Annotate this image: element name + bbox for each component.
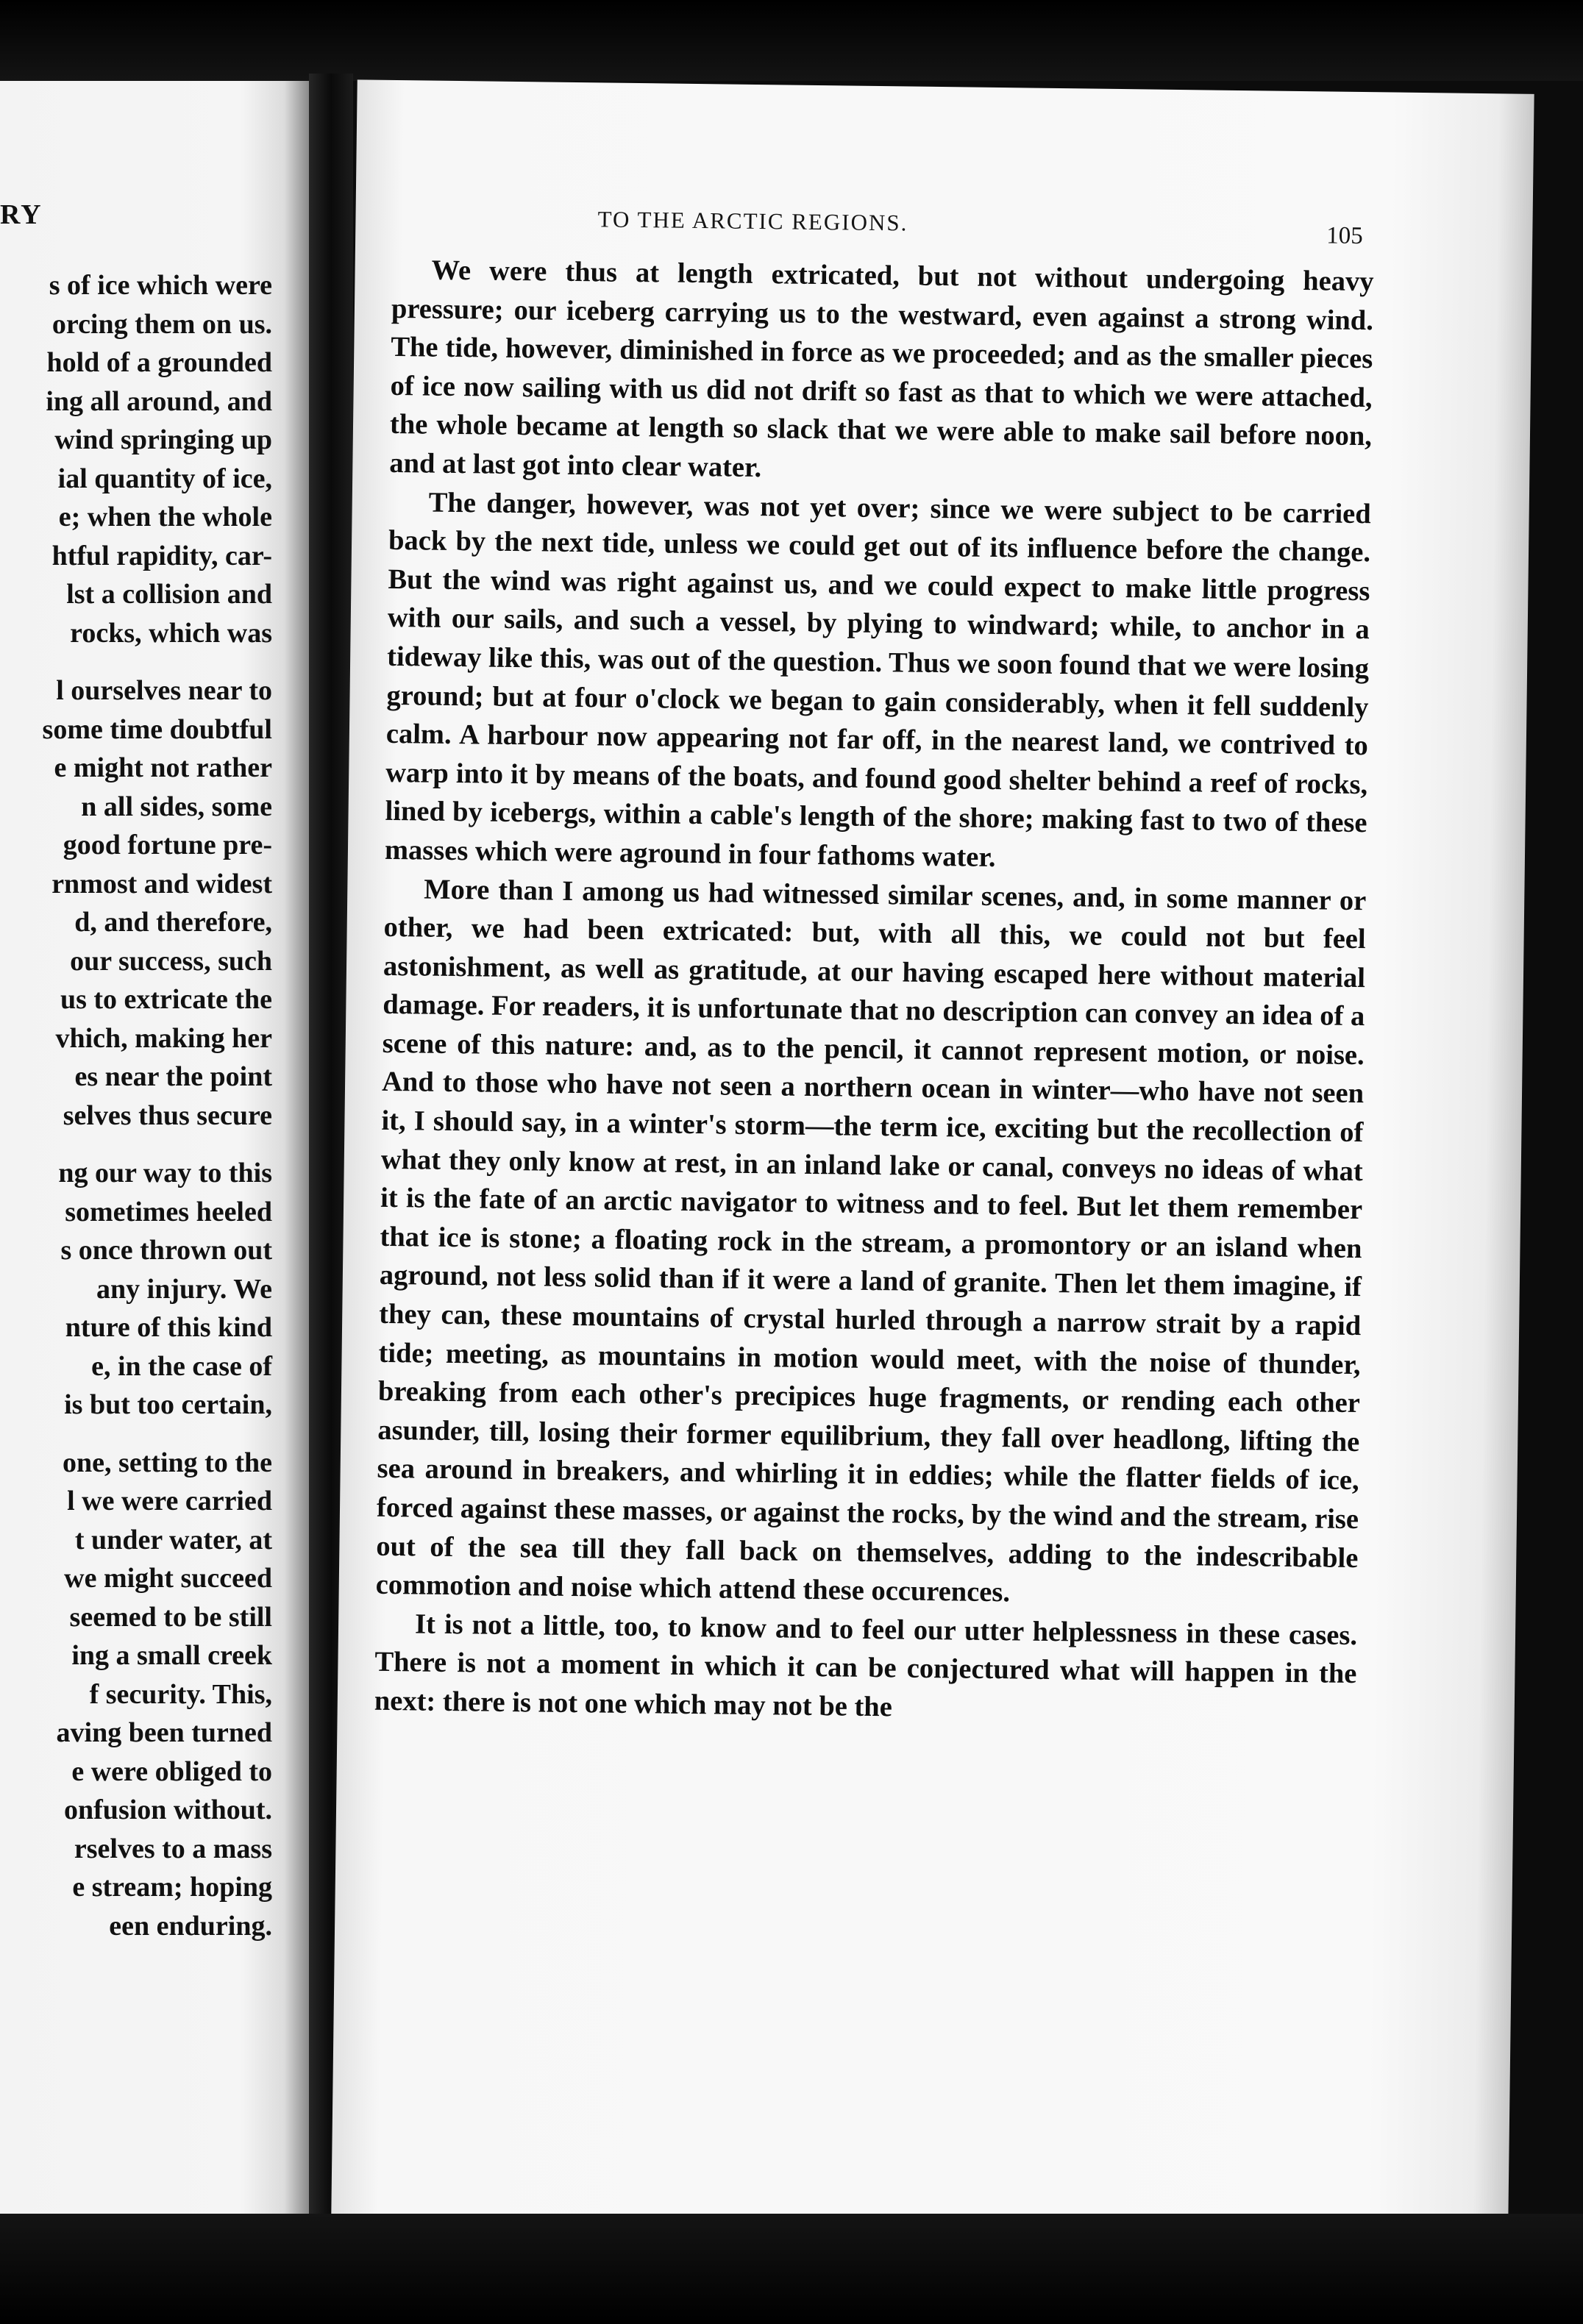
left-page-line: hold of a grounded <box>46 347 272 378</box>
body-text <box>374 251 1374 1733</box>
left-page-line: seemed to be still <box>69 1601 272 1633</box>
left-page-line: e were obliged to <box>71 1756 272 1787</box>
left-page-line: e might not rather <box>54 752 272 783</box>
left-page <box>0 81 309 2214</box>
left-page-line: vhich, making her <box>55 1022 272 1054</box>
left-page-blank-line <box>0 1135 272 1154</box>
left-page-line: good fortune pre- <box>63 830 272 860</box>
left-page-line: any injury. We <box>96 1273 272 1305</box>
left-page-line: l we were carried <box>67 1486 272 1516</box>
left-page-line: n all sides, some <box>81 791 272 822</box>
left-page-line: htful rapidity, car- <box>51 540 272 571</box>
left-page-line: one, setting to the <box>63 1447 272 1478</box>
left-page-line: t under water, at <box>74 1524 272 1555</box>
paragraph: It is not a little, too, to know and to feel our utter helplessness in these cases. There is not a moment in which it can be conjectured what will happen in the next: there is not one which may not be the <box>374 1608 1358 1723</box>
left-page-line: rocks, which was <box>70 617 272 649</box>
paragraph: We were thus at length extricated, but not without undergoing heavy pressure; our iceberg carrying us to the westward, even against a strong wind. The tide, however, diminished in force as we proceeded; and as the smaller pieces of ice now sailing with us did not drift so fast as that to which we were attached, the whole became at length so slack that we were able to make sail before noon, and at last got into clear water. <box>389 254 1374 484</box>
left-page-line: l ourselves near to <box>56 675 272 706</box>
left-page-line: lst a collision and <box>66 579 272 610</box>
paragraph: More than I among us had witnessed similar scenes, and, in some manner or other, we had been extricated: but, with all this, we could not but feel astonishment, as well as gratitude, at our having escaped here without material damage. For readers, it is unfortunate that no description can convey an idea of a scene of this nature: and, as to the pencil, it cannot represent motion, or noise. And to those who have not seen a northern ocean in winter—who have not seen it, I should say, in a winter's storm—the term ice, exciting but the recollection of what they only know at rest, in an inland lake or canal, conveys no ideas of what it is the fate of an arctic navigator to witness and to feel. But let them remember that ice is stone; a floating rock in the stream, a promontory or an island when aground, not less solid than if it were a land of granite. Then let them imagine, if they can, these mountains of crystal hurled through a narrow strait by a rapid tide; meeting, as mountains in motion would meet, with the noise of thunder, breaking from each other's precipices huge fragments, or rending each other asunder, till, losing their former equilibrium, they fall over headlong, lifting the sea around in breakers, and whirling it in eddies; while the flatter fields of ice, forced against these masses, or against the rocks, by the wind and the stream, rise out of the sea till they fall back on themselves, adding to the indescribable commotion and noise which attend these occurences. <box>375 874 1367 1608</box>
left-page-line: ing a small creek <box>71 1640 272 1671</box>
left-page-line: es near the point <box>74 1061 272 1092</box>
left-page-line: e, in the case of <box>91 1350 272 1382</box>
paragraph: The danger, however, was not yet over; since we were subject to be carried back by the next tide, unless we could get out of its influence before the change. But the wind was right against us, and we could expect to make little progress with our sails, and such a vessel, by plying to windward; while, to anchor in a tideway like this, was out of the question. Thus we soon found that we were losing ground; but at four o'clock we began to gain considerably, when it fell suddenly calm. A harbour now appearing not far off, in the nearest land, we contrived to warp into it by means of the boats, and found good shelter behind a reef of rocks, lined by icebergs, within a cable's length of the shore; making fast to two of these masses which were aground in four fathoms water. <box>384 487 1371 873</box>
running-head: TO THE ARCTIC REGIONS. <box>597 206 908 236</box>
left-page-blank-line <box>0 1425 272 1444</box>
left-page-line: rnmost and widest <box>51 868 272 899</box>
left-page-line: aving been turned <box>56 1717 272 1748</box>
left-page-text <box>0 266 272 1945</box>
scan-bottom-shadow <box>0 2214 1583 2324</box>
left-page-line: our success, such <box>70 945 272 977</box>
right-page <box>331 79 1534 2230</box>
left-page-line: ing all around, and <box>46 385 272 417</box>
left-page-line: f security. This, <box>89 1678 272 1710</box>
left-page-line: we might succeed <box>64 1563 272 1594</box>
left-page-line: s of ice which were <box>49 270 272 301</box>
left-page-line: us to extricate the <box>60 984 272 1015</box>
left-page-blank-line <box>0 652 272 671</box>
left-page-line: s once thrown out <box>60 1235 272 1266</box>
left-page-line: selves thus secure <box>63 1099 272 1131</box>
scan-top-shadow <box>0 0 1583 81</box>
left-page-line: rselves to a mass <box>74 1833 272 1864</box>
left-page-line: wind springing up <box>54 424 272 455</box>
left-page-line: d, and therefore, <box>74 907 272 938</box>
left-running-head: RY <box>0 199 43 230</box>
left-page-line: nture of this kind <box>65 1312 272 1343</box>
left-page-line: onfusion without. <box>64 1794 272 1825</box>
left-page-line: some time doubtful <box>42 713 272 745</box>
left-page-line: sometimes heeled <box>65 1196 272 1227</box>
left-page-line: ial quantity of ice, <box>57 463 272 494</box>
left-page-line: e; when the whole <box>58 502 272 532</box>
left-page-line: een enduring. <box>109 1910 272 1942</box>
left-page-line: is but too certain, <box>64 1389 272 1420</box>
left-page-line: e stream; hoping <box>72 1872 272 1903</box>
left-page-line: orcing them on us. <box>51 308 272 340</box>
left-page-line: ng our way to this <box>58 1158 272 1188</box>
page-number: 105 <box>1326 222 1363 250</box>
